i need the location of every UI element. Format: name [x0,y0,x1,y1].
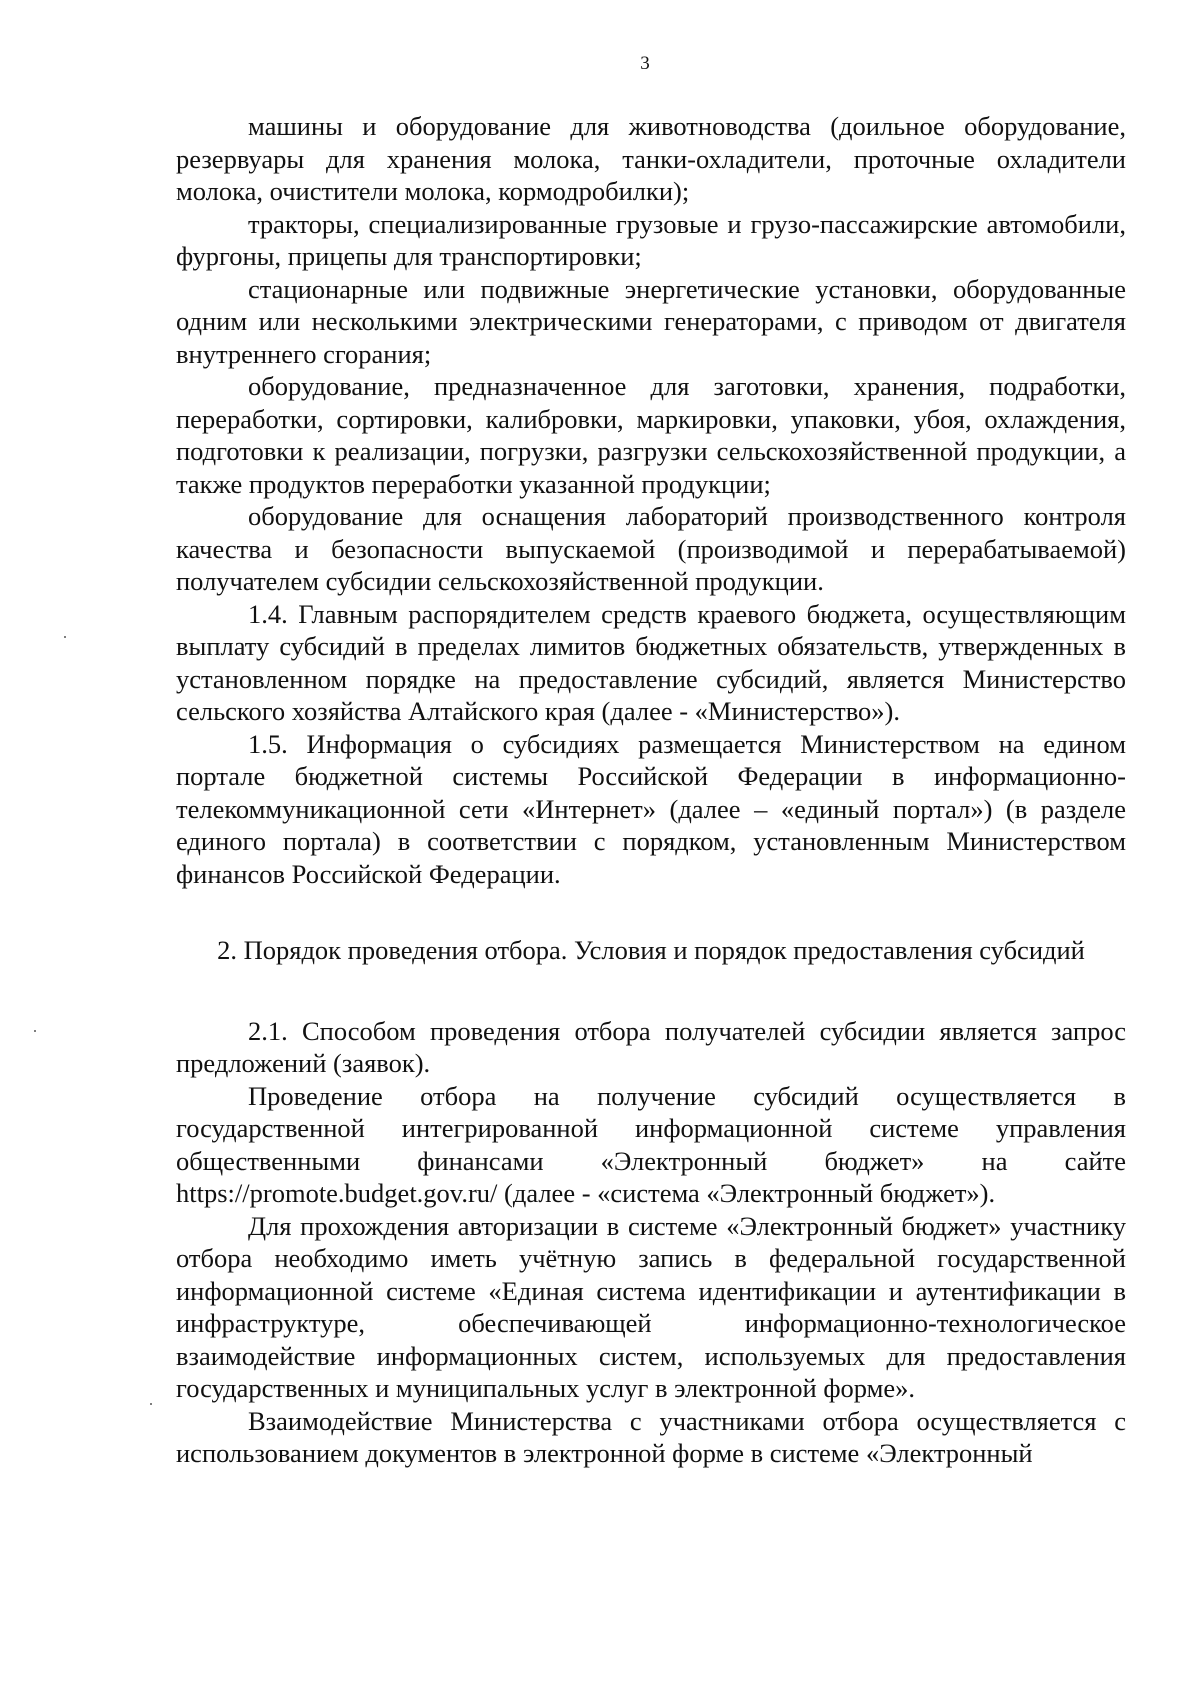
paragraph-laboratory-equipment: оборудование для оснащения лабораторий производственного контроля качества и безопасности выпускаемой (производимой и перерабатываемой) получателем субсидии сельскохозяйственной продукции. [176,501,1126,596]
paragraph-interaction: Взаимодействие Министерства с участниками отбора осуществляется с использованием документов в электронной форме в системе «Электронный [176,1405,1126,1468]
paragraph-selection-system: Проведение отбора на получение субсидий осуществляется в государственной интегрированной информационной системе управления общественными финансами «Электронный бюджет» на сайте https://promote.budget.gov.ru/ (далее - «система «Электронный бюджет»). [176,1080,1126,1208]
scan-speck [34,1030,36,1032]
paragraph-authorization: Для прохождения авторизации в системе «Электронный бюджет» участнику отбора необходимо иметь учётную запись в федеральной государственной информационной системе «Единая система идентификации и аутентификации в инфраструктуре, обеспечивающей информационно-технологическое взаимодействие информационных систем, используемых для предоставления государственных и муниципальных услуг в электронной форме». [176,1210,1126,1403]
paragraph-processing-equipment: оборудование, предназначенное для заготовки, хранения, подработки, переработки, сортировки, калибровки, маркировки, упаковки, убоя, охлаждения, подготовки к реализации, погрузки, разгрузки сельскохозяйственной продукции, а также продуктов переработки указанной продукции; [176,371,1126,499]
paragraph-clause-1-5: 1.5. Информация о субсидиях размещается Министерством на едином портале бюджетной системы Российской Федерации в информационно-телекоммуникационной сети «Интернет» (далее – «единый портал») (в разделе единого портала) в соответствии с порядком, установленным Министерством финансов Российской Федерации. [176,728,1126,889]
paragraph-power-units: стационарные или подвижные энергетические установки, оборудованные одним или несколькими электрическими генераторами, с приводом от двигателя внутреннего сгорания; [176,273,1126,369]
document-body [176,110,1126,1470]
paragraph-livestock-equipment: машины и оборудование для животноводства (доильное оборудование, резервуары для хранения молока, танки-охладители, проточные охладители молока, очистители молока, кормодробилки); [176,111,1126,206]
page-number: 3 [640,53,650,74]
scan-speck [64,636,66,638]
paragraph-clause-1-4: 1.4. Главным распорядителем средств краевого бюджета, осуществляющим выплату субсидий в пределах лимитов бюджетных обязательств, утвержденных в установленном порядке на предоставление субсидий, является Министерство сельского хозяйства Алтайского края (далее - «Министерство»). [176,598,1126,726]
section-heading: 2. Порядок проведения отбора. Условия и порядок предоставления субсидий [217,935,1085,965]
paragraph-tractors: тракторы, специализированные грузовые и грузо-пассажирские автомобили, фургоны, прицепы для транспортировки; [176,208,1126,271]
scan-speck [150,1403,152,1405]
paragraph-clause-2-1: 2.1. Способом проведения отбора получателей субсидии является запрос предложений (заявок). [176,1015,1126,1078]
